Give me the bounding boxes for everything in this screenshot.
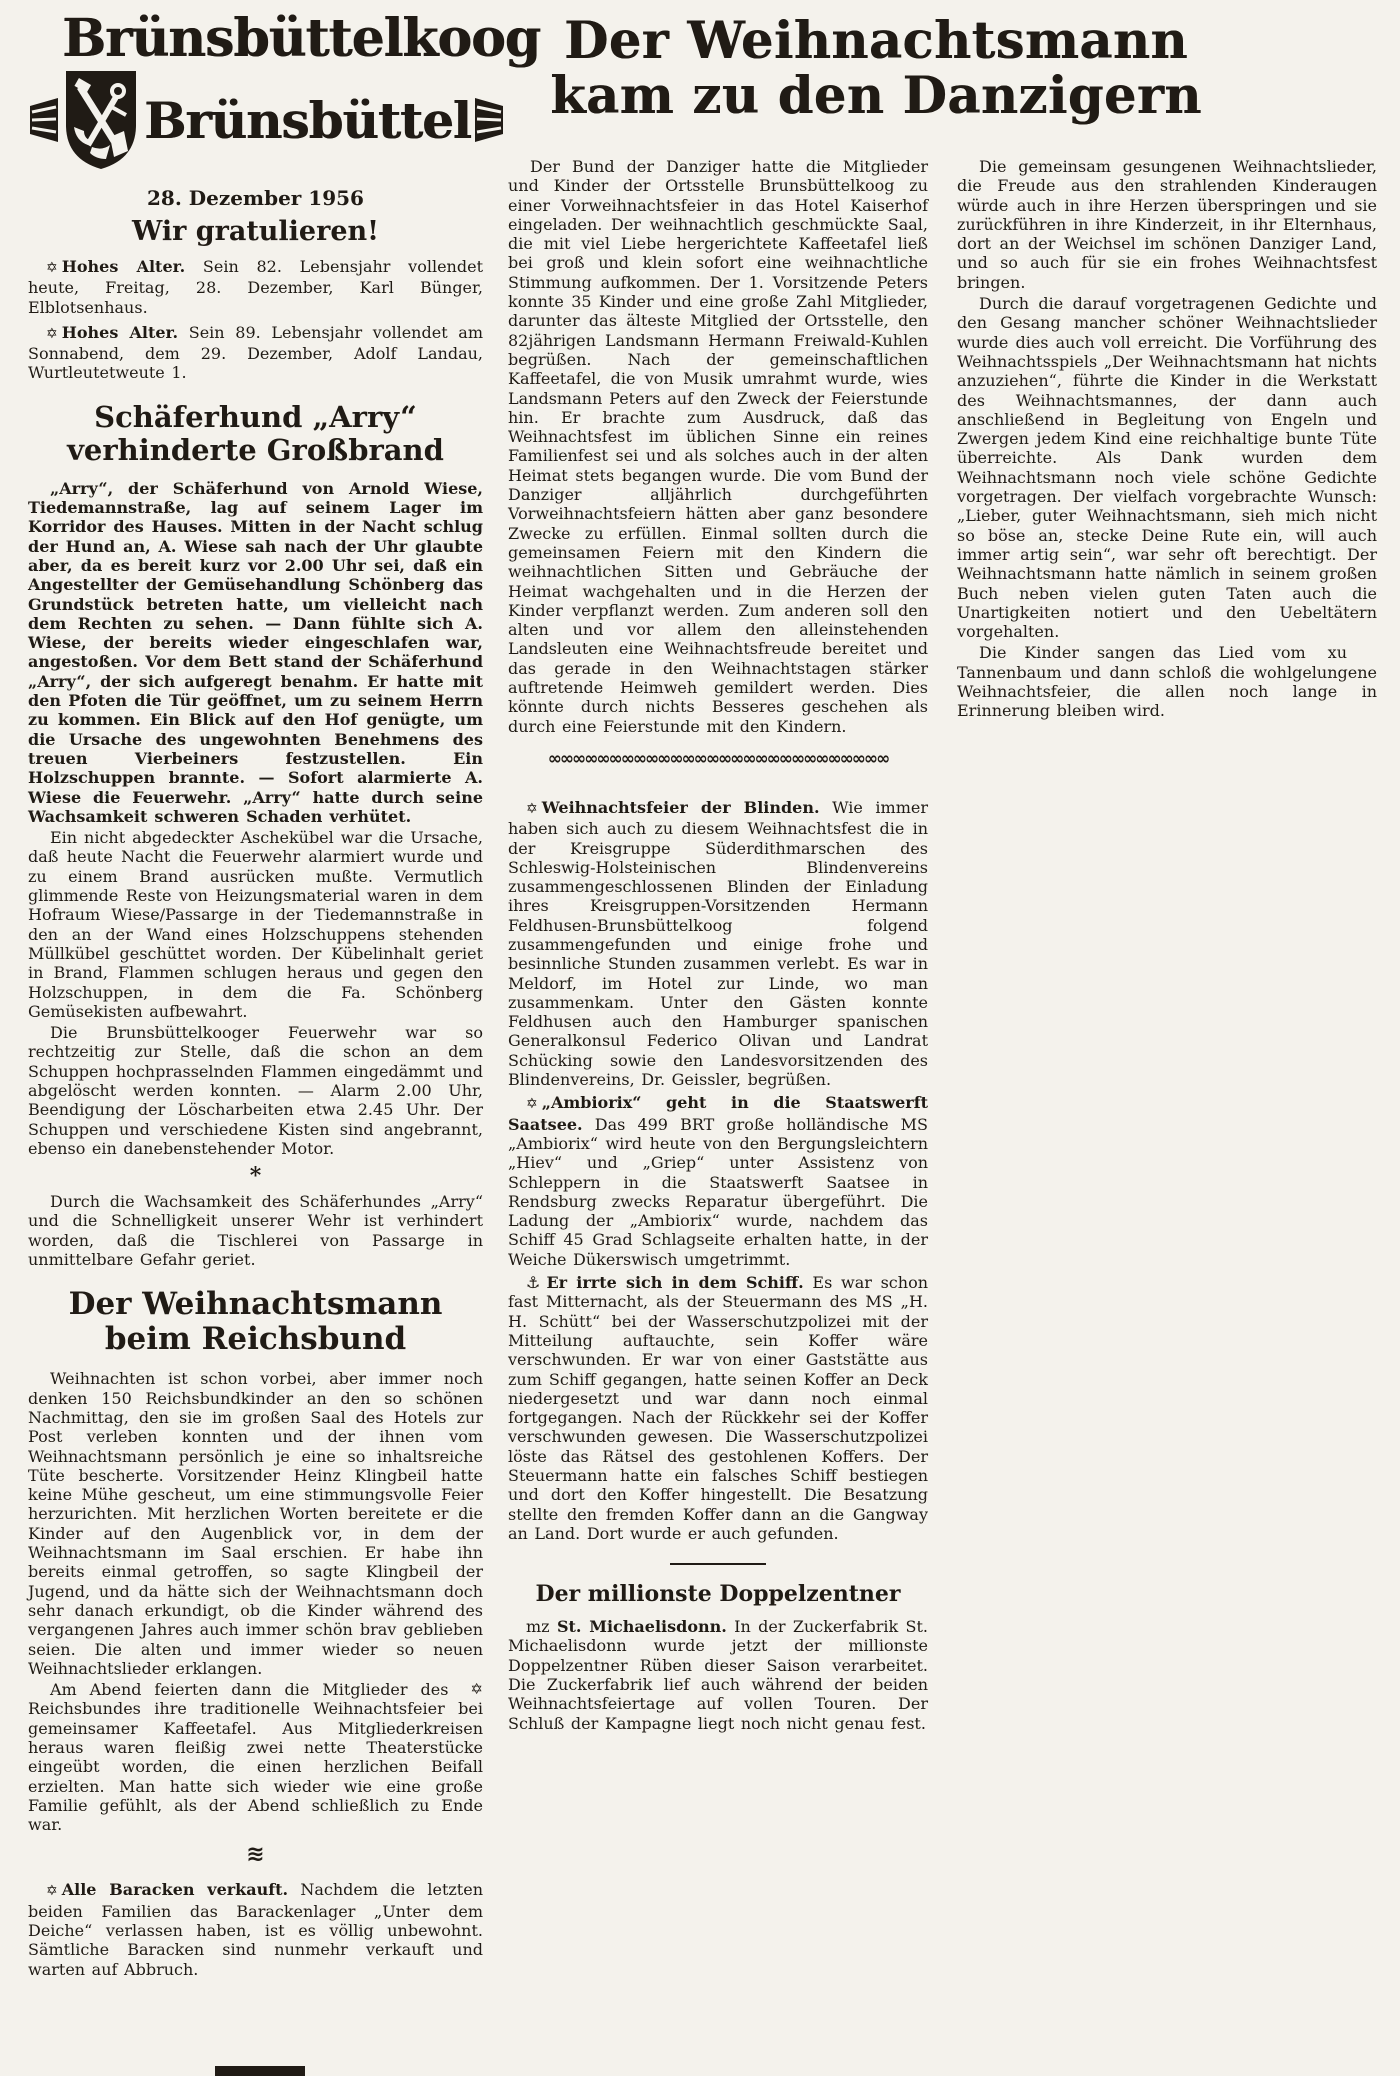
doppelzentner-text: In der Zuckerfabrik St. Michaelisdonn wurde jetzt der millionste Doppelzentner Rüben dieser Saison verarbeitet. Die Zuckerfabrik lief auch während der beiden Weihnachtsfeiertage auf vollen Touren. Der Schluß der Kampagne liegt noch nicht genau fest. bbox=[508, 1617, 928, 1733]
crest-shield-icon bbox=[62, 67, 140, 173]
reichsbund-paragraph-2-text: Am Abend feierten dann die Mitglieder des Reichsbundes ihre traditionelle Weihnachtsfeier bei gemeinsamer Kaffeetafel. Aus Mitgliederkreisen heraus waren fleißig zwei nette Theaterstücke eingeübt worden, die einen herzlichen Beifall erzielten. Man hatte sich wieder wie eine große Familie gefühlt, als der Abend schließlich zu Ende war. bbox=[28, 1680, 483, 1835]
six-pointed-star-icon: ✡ bbox=[470, 1680, 483, 1699]
arry-paragraph-4: Durch die Wachsamkeit des Schäferhundes „Arry“ und die Schnelligkeit unserer Wehr ist verhindert worden, daß die Tischlerei von Passarge in unmittelbare Gefahr geriet. bbox=[28, 1192, 483, 1270]
schiff-item bbox=[508, 1273, 928, 1543]
masthead-title-line2: Brünsbüttel bbox=[144, 90, 471, 150]
arry-headline-line2: verhinderte Großbrand bbox=[67, 432, 444, 467]
baracken-text: Nachdem die letzten beiden Familien das Barackenlager „Unter dem Deiche“ verlassen haben, ist es völlig unbewohnt. Sämtliche Baracken sind nunmehr verkauft und warten auf Abbruch. bbox=[28, 1880, 483, 1979]
ambiorix-item bbox=[508, 1093, 928, 1269]
reichsbund-headline-line1: Der Weihnachtsmann bbox=[68, 1286, 443, 1323]
masthead-title-line1: Brünsbüttelkoog bbox=[62, 8, 541, 69]
danziger-col2-paragraph-2: Durch die darauf vorgetragenen Gedichte und den Gesang mancher schöner Weihnachtslieder wurde dies auch voll erreicht. Die Vorführung des Weihnachtsspiels „Der Weihnachtsmann hat nichts anzuziehen“, führte die Kinder in die Werkstatt des Weihnachtsmannes, der dann auch anschließend in Begleitung von Engeln und Zwergen jedem Kind eine reichhaltige bunte Tüte überreichte. Als Dank wurden dem Weihnachtsmann noch viele schöne Gedichte vorgetragen. Der vielfach vorgebrachte Wunsch: „Lieber, guter Weihnachtsmann, sieh mich nicht so böse an, stecke Deine Rute ein, will auch immer artig sein“, war sehr oft berechtigt. Der Weihnachtsmann hatte nämlich in seinem großen Buch neben vielen guten Taten auch die Unartigkeiten notiert und den Uebeltätern vorgehalten. bbox=[957, 294, 1377, 642]
middle-column bbox=[508, 157, 928, 1735]
squiggle-ornament: ≋ bbox=[246, 1842, 265, 1868]
danziger-col2-paragraph-3-text: Die Kinder sangen das Lied vom Tannenbaum und dann schloß die wohlgelungene Weihnachtsfeier, die allen noch lange in Erinnerung bleiben wird. bbox=[957, 643, 1377, 721]
issue-date: 28. Dezember 1956 bbox=[147, 186, 364, 210]
baracken-item bbox=[28, 1880, 483, 1978]
ambiorix-lead: „Ambiorix“ geht in die Staatswerft Saatsee. bbox=[508, 1093, 928, 1134]
item-lead: Hohes Alter. bbox=[61, 322, 179, 342]
reichsbund-paragraph-1: Weihnachten ist schon vorbei, aber immer noch denken 150 Reichsbundkinder an den so schönen Nachmittag, den sie im großen Saal des Hotels zur Post verleben konnten und der ihnen vom Weihnachtsmann persönlich je eine so inhaltsreiche Tüte bescherte. Vorsitzender Heinz Klingbeil hatte keine Mühe gescheut, um eine stimmungsvolle Feier herzurichten. Mit herzlichen Worten bereitete er die Kinder auf den Augenblick vor, in dem der Weihnachtsmann im Saal erschien. Er habe ihn bereits einmal getroffen, so sagte Klingbeil der Jugend, und da hätte sich der Weihnachtsmann doch sehr danach erkundigt, ob die Kinder während des vergangenen Jahres auch immer schön brav geblieben seien. Die alten und immer wieder so neuen Weihnachtslieder erklangen. bbox=[28, 1369, 483, 1678]
right-column bbox=[957, 157, 1377, 723]
anchor-icon: ⚓ bbox=[526, 1273, 543, 1293]
blinden-text: Wie immer haben sich auch zu diesem Weihnachtsfest die in der Kreisgruppe Süderdithmarschen des Schleswig-Holsteinischen Blindenvereins zusammengeschlossenen Blinden der Einladung ihres Kreisgruppen-Vorsitzenden Hermann Feldhusen-Brunsbüttelkoog folgend zusammengefunden und einige frohe und besinnliche Stunden zusammen verlebt. Es war in Meldorf, im Hotel zur Linde, wo man zusammenkam. Unter den Gästen konnte Feldhusen auch den Hamburger spanischen Generalkonsul Federico Olivan und Landrat Schücking sowie den Landesvorsitzenden des Blindenvereins, Dr. Geissler, begrüßen. bbox=[508, 797, 928, 1090]
doppelzentner-prefix: mz bbox=[526, 1617, 557, 1637]
danziger-col1-paragraph: Der Bund der Danziger hatte die Mitglieder und Kinder der Ortsstelle Brunsbüttelkoog zu einer Vorweihnachtsfeier in das Hotel Kaiserhof eingeladen. Der weihnachtlich geschmückte Saal, die mit viel Liebe hergerichtete Kaffeetafel ließ bei groß und klein sofort eine weihnachtliche Stimmung aufkommen. Der 1. Vorsitzende Peters konnte 35 Kinder und eine große Zahl Mitglieder, darunter das älteste Mitglied der Ortsstelle, den 82jährigen Landsmann Hermann Freiwald-Kuhlen begrüßen. Nach der gemeinschaftlichen Kaffeetafel, die von Musik umrahmt wurde, wies Landsmann Peters auf den Zweck der Feierstunde hin. Er brachte zum Ausdruck, daß das Weihnachtsfest im üblichen Sinne ein reines Familienfest sei und als solches auch in der alten Heimat stets begangen wurde. Die vom Bund der Danziger alljährlich durchgeführten Vorweihnachtsfeiern hätten aber ganz besondere Zwecke zu erfüllen. Einmal sollten durch die gemeinsamen Feiern mit den Kindern die weihnachtlichen Sitten und Gebräuche der Heimat wachgehalten und in die Herzen der Kinder verpflanzt werden. Zum anderen soll den alten und vor allem den alleinstehenden Landsleuten eine Weihnachtsfreude bereitet und das gerade in den Weihnachtstagen stärker auftretende Heimweh gemildert werden. Dies könnte durch nichts Besseres geschehen als durch eine Feierstunde mit den Kindern. bbox=[508, 157, 928, 736]
arry-headline-line1: Schäferhund „Arry“ bbox=[94, 399, 417, 434]
ambiorix-text: Das 499 BRT große holländische MS „Ambiorix“ wird heute von den Bergungsleichtern „Hiev“ und „Griep“ unter Assistenz von Schleppern in die Staatswerft Saatsee in Rendsburg zwecks Reparatur übergeführt. Die Ladung der „Ambiorix“ wurde, nachdem das Schiff 45 Grad Schlagseite erhalten hatte, in der Weiche Dükerswisch umgetrimmt. bbox=[508, 1114, 928, 1269]
schiff-lead: Er irrte sich in dem Schiff. bbox=[546, 1273, 804, 1293]
asterisk-separator: * bbox=[249, 1163, 262, 1190]
pennant-left-icon bbox=[28, 94, 58, 146]
doppelzentner-paragraph bbox=[508, 1617, 928, 1733]
six-pointed-star-icon: ✡ bbox=[526, 1096, 538, 1113]
danziger-headline-line2: kam zu den Danzigern bbox=[550, 66, 1202, 126]
reichsbund-paragraph-2 bbox=[28, 1680, 483, 1834]
blinden-lead: Weihnachtsfeier der Blinden. bbox=[541, 797, 820, 817]
item-text: Sein 89. Lebensjahr vollendet am Sonnabend, dem 29. Dezember, Adolf Landau, Wurtleutetweute 1. bbox=[28, 322, 484, 383]
danziger-col2-paragraph-3 bbox=[957, 643, 1377, 720]
danziger-headline bbox=[470, 11, 1282, 126]
item-text: Sein 82. Lebensjahr vollendet heute, Freitag, 28. Dezember, Karl Bünger, Elblotsenhaus. bbox=[28, 257, 484, 317]
schiff-text: Es war schon fast Mitternacht, als der Steuermann des MS „H. H. Schütt“ bei der Wasserschutzpolizei mit der Mitteilung auftauchte, sein Koffer wäre verschwunden. Er war von einer Gaststätte aus zum Schiff gegangen, hatte seinen Koffer an Deck niedergesetzt und war dann noch einmal fortgegangen. Nach der Rückkehr sei der Koffer verschwunden gewesen. Die Wasserschutzpolizei löste das Rätsel des gestohlenen Koffers. Der Steuermann hatte ein falsches Schiff bestiegen und dort den Koffer hingestellt. Die Besatzung stellte den fremden Koffer dann an die Gangway an Land. Dort wurde er auch gefunden. bbox=[508, 1273, 929, 1543]
bottom-rule bbox=[215, 2066, 305, 2076]
doppelzentner-lead: St. Michaelisdonn. bbox=[556, 1617, 727, 1637]
masthead-row bbox=[28, 64, 483, 176]
baracken-lead: Alle Baracken verkauft. bbox=[61, 1880, 289, 1900]
six-pointed-star-icon: ✡ bbox=[46, 260, 58, 276]
six-pointed-star-icon: ✡ bbox=[46, 1883, 58, 1900]
dash-rule-divider bbox=[670, 1563, 766, 1565]
arry-paragraph-2: Ein nicht abgedeckter Aschekübel war die Ursache, daß heute Nacht die Feuerwehr alarmiert wurde und zu einem Brand ausrücken mußte. Vermutlich glimmende Reste von Heizungsmaterial waren in dem Hofraum Wiese/Passarge in der Tiedemannstraße in den an der Wand eines Holzschuppens stehenden Müllkübel geschüttet worden. Der Kübelinhalt geriet in Brand, Flammen schlugen heraus und gegen den Holzschuppen, in dem die Fa. Schönberg Gemüsekisten aufbewahrt. bbox=[28, 828, 483, 1021]
gratulieren-item bbox=[28, 257, 483, 317]
doppelzentner-heading: Der millionste Doppelzentner bbox=[535, 1581, 901, 1608]
reichsbund-headline-line2: beim Reichsbund bbox=[104, 1321, 407, 1358]
gratulieren-item bbox=[28, 323, 483, 383]
arry-headline bbox=[28, 401, 483, 467]
danziger-col2-paragraph-1: Die gemeinsam gesungenen Weihnachtslieder, die Freude aus den strahlenden Kinderaugen würde auch in ihre Herzen überspringen und sie zurückführen in ihre Kinderzeit, in ihr Elternhaus, dort an der Weichsel im schönen Danziger Land, und so auch für sie ein frohes Weihnachtsfest bringen. bbox=[957, 157, 1377, 292]
reichsbund-headline bbox=[28, 1287, 483, 1357]
scroll-divider-ornament: ∞∞∞∞∞∞∞∞∞∞∞∞∞∞∞∞∞∞∞∞∞∞∞∞∞∞∞∞ bbox=[547, 749, 889, 768]
danziger-headline-line1: Der Weihnachtsmann bbox=[563, 11, 1188, 71]
gratulieren-heading: Wir gratulieren! bbox=[131, 216, 379, 247]
blinden-item bbox=[508, 798, 928, 1089]
arry-lead-paragraph: „Arry“, der Schäferhund von Arnold Wiese, Tiedemannstraße, lag auf seinem Lager im Korridor des Hauses. Mitten in der Nacht schlug der Hund an, A. Wiese sah nach der Uhr glaubte aber, da es bereit kurz vor 2.00 Uhr sei, daß ein Angestellter der Gemüsehandlung Schönberg das Grundstück betreten hatte, um vielleicht nach dem Rechten zu sehen. — Dann fühlte sich A. Wiese, der bereits wieder eingeschlafen war, angestoßen. Vor dem Bett stand der Schäferhund „Arry“, der sich aufgeregt benahm. Er hatte mit den Pfoten die Tür geöffnet, um zu seinem Herrn zu kommen. Ein Blick auf den Hof genügte, um die Ursache des ungewohnten Benehmens des treuen Vierbeiners festzustellen. Ein Holzschuppen brannte. — Sofort alarmierte A. Wiese die Feuerwehr. „Arry“ hatte durch seine Wachsamkeit schweren Schaden verhütet. bbox=[28, 478, 483, 826]
six-pointed-star-icon: ✡ bbox=[46, 325, 58, 342]
item-lead: Hohes Alter. bbox=[61, 257, 186, 276]
article-signature: xu bbox=[1327, 643, 1347, 663]
arry-paragraph-3: Die Brunsbüttelkooger Feuerwehr war so rechtzeitig zur Stelle, daß die schon an dem Schuppen hochprasselnden Flammen eingedämmt und abgelöscht werden konnten. — Alarm 2.00 Uhr, Beendigung der Löscharbeiten etwa 2.45 Uhr. Der Schuppen und verschiedene Kisten sind angebrannt, ebenso ein danebenstehender Motor. bbox=[28, 1023, 483, 1158]
left-column bbox=[28, 8, 541, 1981]
six-pointed-star-icon: ✡ bbox=[526, 800, 538, 817]
